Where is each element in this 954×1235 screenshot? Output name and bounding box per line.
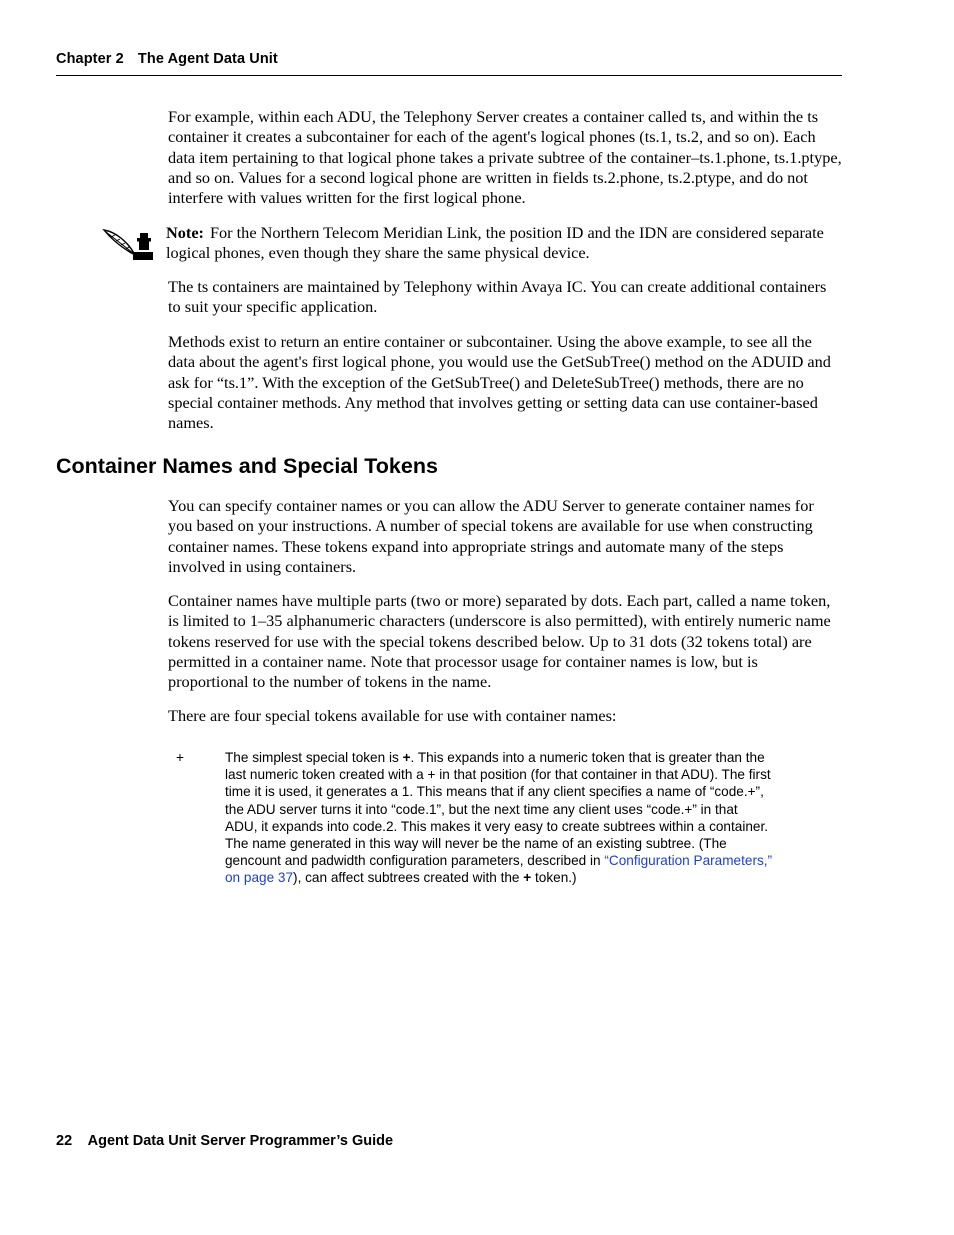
chapter-label: Chapter 2 (56, 51, 124, 67)
paragraph-specify-names: You can specify container names or you can allow the ADU Server to generate container names for you based on your instructions. A number of special tokens are available for use when constructing container names. These tokens expand into appropriate strings and automate many of the steps involved in using containers. (168, 496, 814, 576)
section-heading: Container Names and Special Tokens (56, 454, 438, 478)
paragraph-methods: Methods exist to return an entire container or subcontainer. Using the above example, to see all the data about the agent's first logical phone, you would use the GetSubTree() method on the ADUID and ask for “ts.1”. With the exception of the GetSubTree() and DeleteSubTree() methods, there are no special container methods. Any method that involves getting or setting data can use container-based names. (168, 332, 831, 433)
token-text-c: ), can affect subtrees created with the (293, 870, 524, 886)
paragraph-ts-maintained: The ts containers are maintained by Telephony within Avaya IC. You can create additional containers to suit your specific application. (168, 277, 827, 317)
running-footer (56, 1133, 393, 1149)
token-text-b: . This expands into a numeric token that is greater than the last numeric token created with a + in that position (for that container in that ADU). The first time it is used, it generates a 1. This means that if any client specifies a name of “code.+”, the ADU server turns it into “code.1”, but the next time any client uses “code.+” in that ADU, it expands into code.2. This makes it very easy to create subtrees within a container. The name generated in this way will never be the name of an existing subtree. (The gencount and padwidth configuration parameters, described in (225, 750, 771, 869)
page-number: 22 (56, 1133, 73, 1149)
token-bold-plus-2: + (523, 870, 532, 886)
token-marker: + (176, 750, 184, 765)
token-bold-plus: + (402, 750, 411, 765)
note-block (166, 223, 842, 264)
paragraph-four-tokens: There are four special tokens available for use with container names: (168, 706, 617, 725)
specify-names-paragraph (168, 496, 842, 577)
paragraph-ts-container: For example, within each ADU, the Telephony Server creates a container called ts, and within the ts container it creates a subcontainer for each of the agent's logical phones (ts.1, ts.2, and so on). Each data item pertaining to that logical phone takes a private subtree of the container–ts.1.phone, ts.1.ptype, and so on. Values for a second logical phone are written in fields ts.2.phone, ts.2.ptype, and do not interfere with values written for the first logical phone. (168, 107, 842, 208)
ts-maintained-paragraph (168, 277, 842, 318)
quill-pen-icon (102, 222, 154, 262)
note-text: For the Northern Telecom Meridian Link, the position ID and the IDN are considered separate logical phones, even though they share the same physical device. (166, 223, 824, 263)
configuration-parameters-link[interactable]: “Configuration Parameters,” on page 37 (225, 853, 773, 886)
paragraph-name-parts: Container names have multiple parts (two or more) separated by dots. Each part, called a name token, is limited to 1–35 alphanumeric characters (underscore is also permitted), with entirely numeric name tokens reserved for use with the special tokens described below. Up to 31 dots (32 tokens total) are permitted in a container name. Note that processor usage for container names is low, but is proportional to the number of tokens in the name. (168, 591, 831, 692)
book-title: Agent Data Unit Server Programmer’s Guide (87, 1133, 394, 1149)
token-text-d: token.) (531, 870, 577, 886)
four-tokens-paragraph (168, 706, 842, 726)
token-description (225, 749, 773, 887)
chapter-title: The Agent Data Unit (137, 51, 278, 67)
name-parts-paragraph (168, 591, 842, 692)
running-header (56, 51, 278, 67)
note-paragraph (166, 223, 842, 264)
token-text-a: The simplest special token is (225, 750, 403, 765)
header-rule (56, 75, 842, 76)
intro-paragraph (168, 107, 842, 208)
note-label: Note: (166, 223, 204, 242)
methods-paragraph (168, 332, 842, 433)
